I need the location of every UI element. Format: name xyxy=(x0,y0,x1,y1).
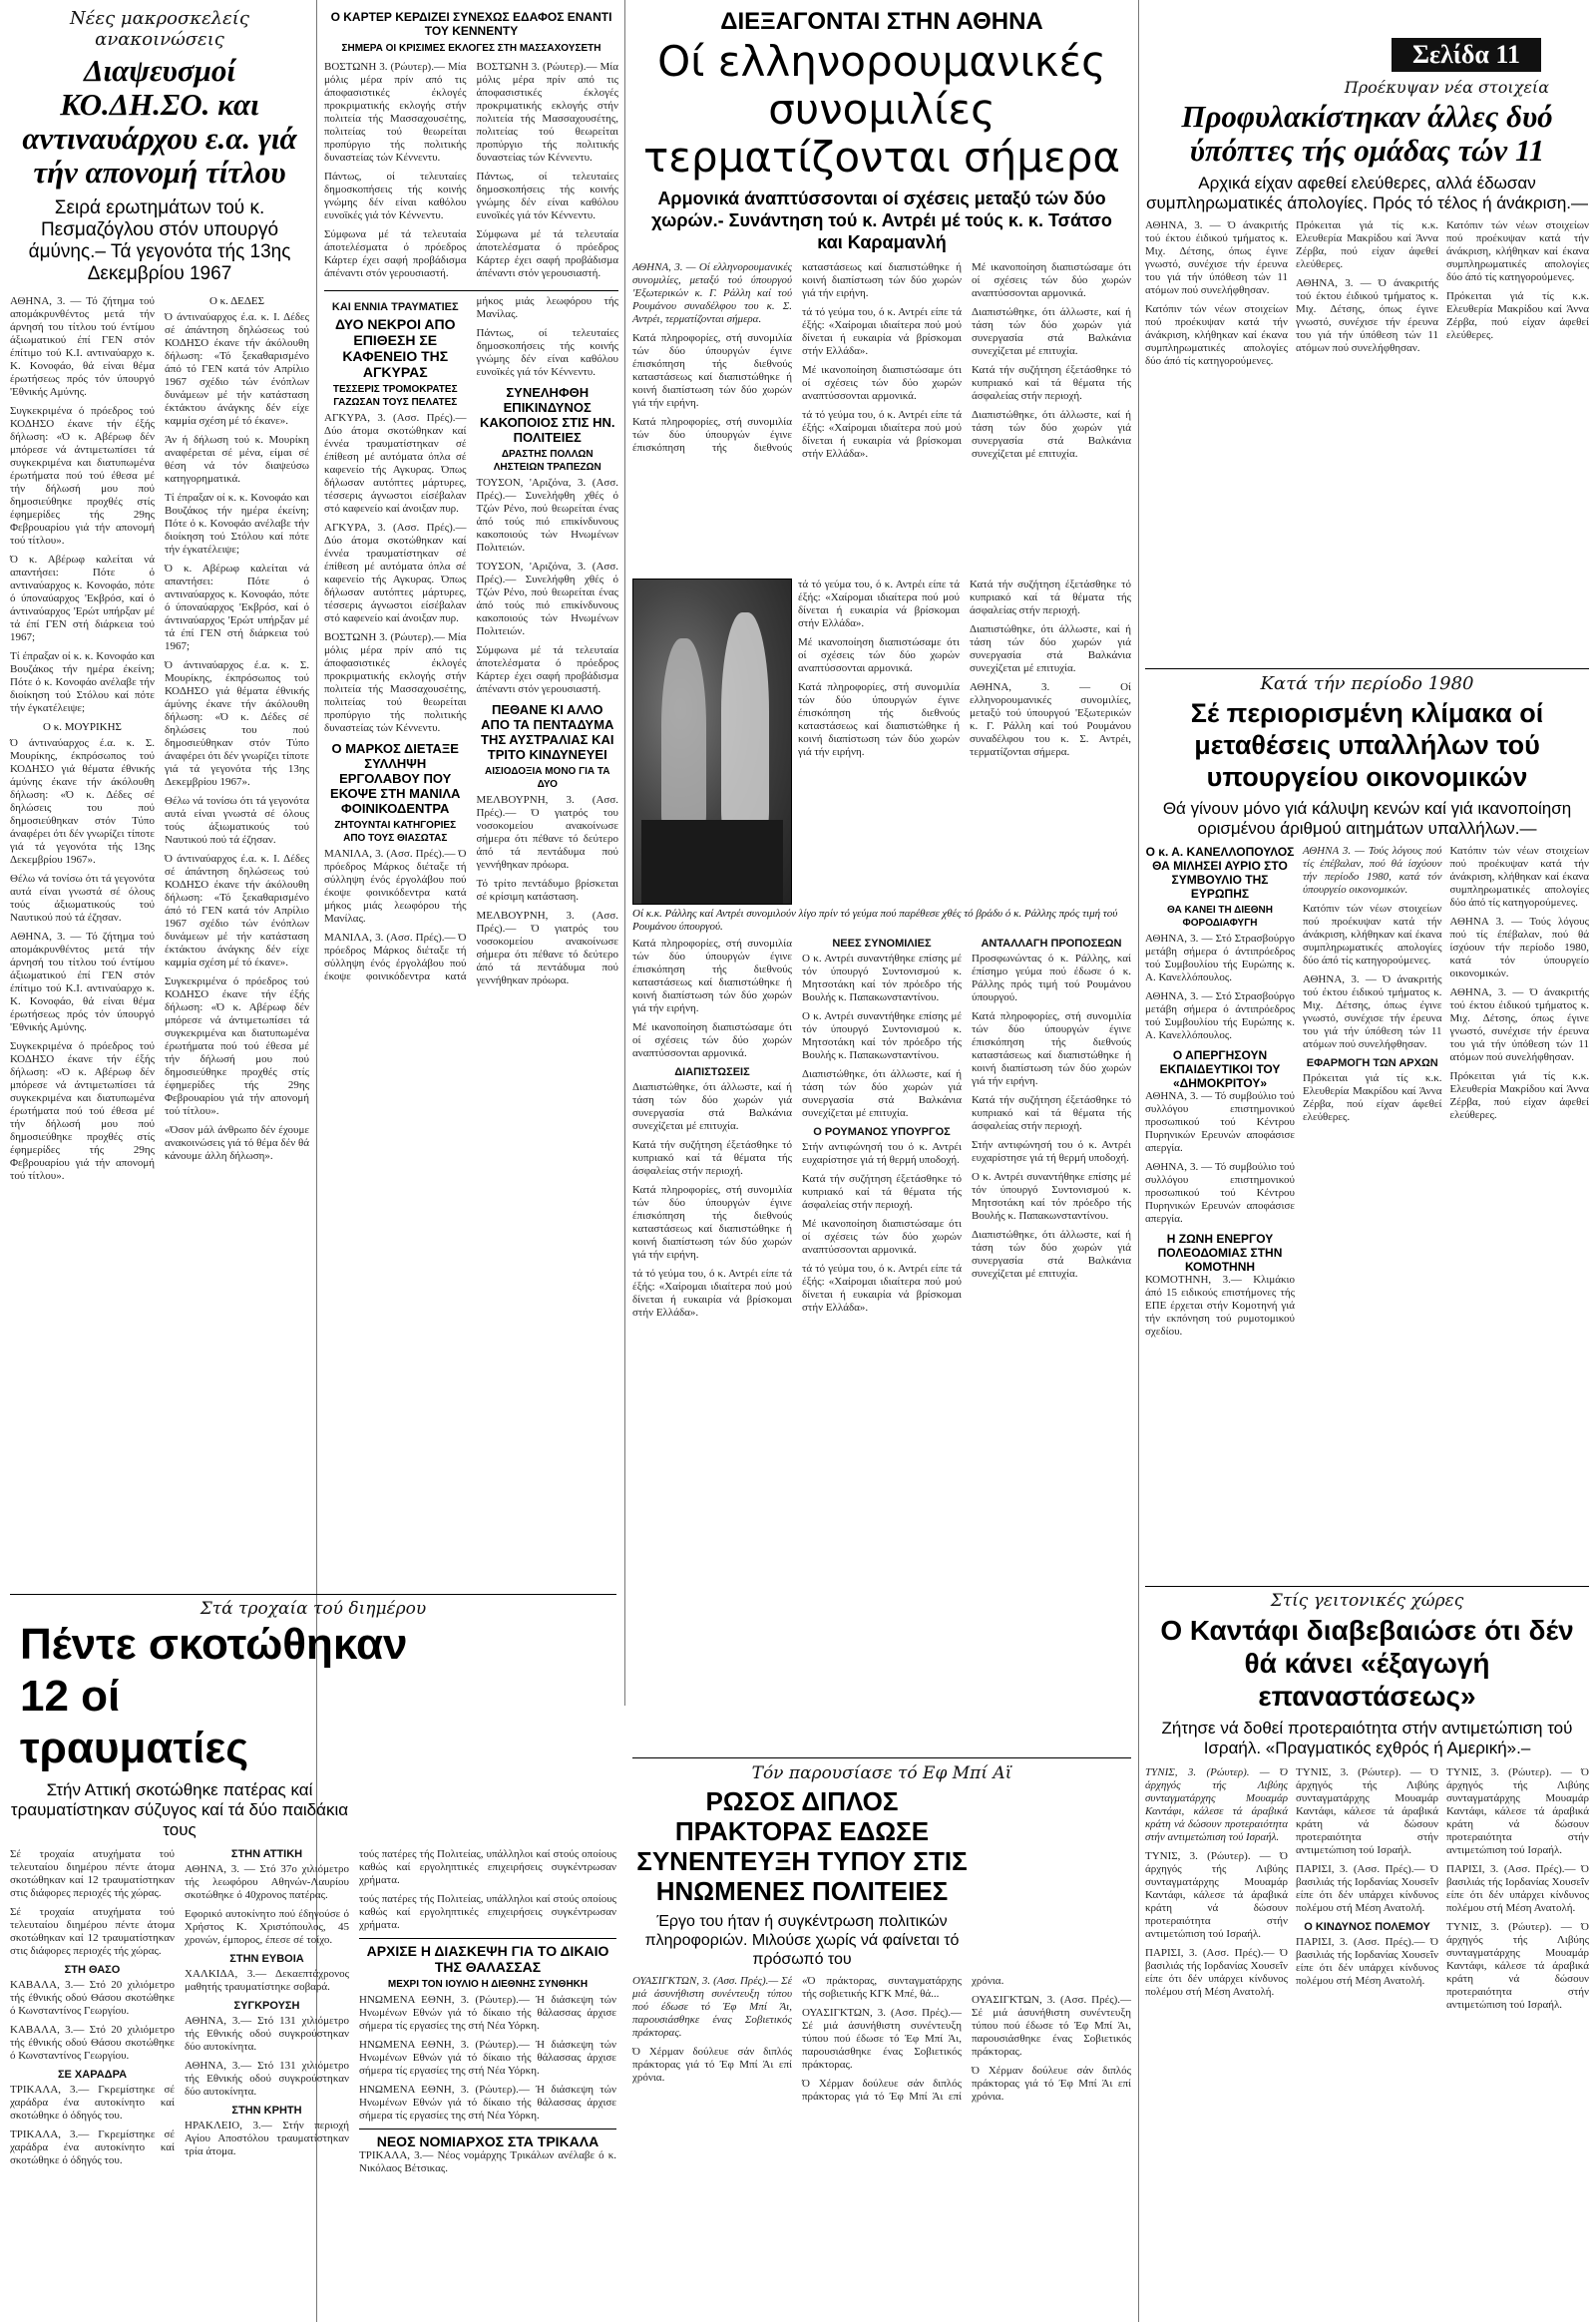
paragraph: Πάντως, οί τελευταίες δημοσκοπήσεις τής κοινής γνώμης δέν είναι καθόλου ευνοϊκές γιά τόν Κέννεντυ. xyxy=(476,171,618,221)
paragraph: Μέ ικανοποίηση διαπιστώσαμε ότι οί σχέσεις τών δύο χωρών αναπτύσσονται αρμονικά. xyxy=(798,636,960,674)
paragraph: Ό κ. Αβέρωφ καλείται νά απαντήσει: Πότε ό αντιναύαρχος κ. Κονοφάο, πότε ό ύποναύαρχος 'Εκβρόσ, καί ό άντιναύαρχος 'Ερώτ υπήρξαν μέ τά έπί ΓΕΝ στή διάρκεια τού 1967; xyxy=(10,554,155,643)
headline: Διαψευσμοί ΚΟ.ΔΗ.ΣΟ. και αντιναυάρχου ε.α. γιά τήν απονομή τίτλου xyxy=(22,53,297,190)
paragraph: ΑΘΗΝΑ, 3.— Στό 131 χιλιόμετρο τής Εθνικής οδού συγκρούστηκαν δύο αυτοκίνητα. xyxy=(185,2015,349,2053)
paragraph: ΗΡΑΚΛΕΙΟ, 3.— Στήν περιοχή Αγίου Αποστόλου τραυματίστηκαν τρία άτομα. xyxy=(185,2120,349,2157)
paragraph: Ο κ. Αντρέι συναντήθηκε επίσης μέ τόν ύπουργό Συντονισμού κ. Μητσοτάκη καί τόν πρόεδρο τής Βουλής κ. Παπακωνσταντίνου. xyxy=(802,1010,962,1061)
headline: ΡΩΣΟΣ ΔΙΠΛΟΣ ΠΡΑΚΤΟΡΑΣ ΕΔΩΣΕ ΣΥΝΕΝΤΕΥΞΗ ΤΥΠΟΥ ΣΤΙΣ ΗΝΩΜΕΝΕΣ ΠΟΛΙΤΕΙΕΣ xyxy=(636,1786,968,1906)
paragraph: Κατόπιν τών νέων στοιχείων πού προέκυψαν κατά τήν άνάκριση, κλήθηκαν καί έκανα συμπληρωματικές απολογίες δύο άπό τίς κατηγορούμενες. xyxy=(1446,219,1589,283)
paragraph: Σέ τροχαία ατυχήματα τού τελευταίου διημέρου πέντε άτομα σκοτώθηκαν καί 12 τραυματίστηκαν στις διάφορες περιοχές τής χώρας. xyxy=(10,1848,175,1899)
paragraph: Ό άντιναύαρχος έ.α. κ. Σ. Μουρίκης, έκπρόσωπος τού ΚΟΔΗΣΟ γιά θέματα έθνικής άμύνης έκανε τήν άκόλουθη δήλωση: «Ό κ. Δέδες σέ δηλώσεις του πού δημοσιεύθηκαν στόν Τύπο άναφέρει ότι δέν γνωρίζει τίποτε γιά τά γεγονότα τής 13ης Δεκεμβρίου 1967». xyxy=(10,737,155,866)
article-double-agent xyxy=(632,1763,1131,2318)
paragraph: Συγκεκριμένα ό πρόεδρος τού ΚΟΔΗΣΟ έκανε τήν έξής δήλωση: «Ό κ. Αβέρωφ δέν μπόρεσε νά άντιμετωπίσει τά συγκεκριμένα και διατυπωμένα έρωτήματα πού τού έθεσα μέ τήν δήλωσή μου πού δημοσιεύθηκε προχθές στίς έφημερίδες τής 29ης Φεβρουαρίου γιά τήν απονομή τού τίτλου». xyxy=(10,1040,155,1182)
subhead-ravine: ΣΕ ΧΑΡΑΔΡΑ xyxy=(57,2069,128,2081)
paragraph: ΑΘΗΝΑ, 3. — Ό άνακριτής τού έκτου έιδικού τμήματος κ. Μιχ. Δέτσης, όπως έγινε γνωστό, συνέχισε τήν έρευνα του γιά τήν ύπόθεση τών 11 ατόμων πού συνελήφθησαν. xyxy=(1296,277,1438,354)
paragraph: Κατόπιν τών νέων στοιχείων πού προέκυψαν κατά τήν άνάκριση, κλήθηκαν καί έκανα συμπληρωματικές απολογίες δύο άπό τίς κατηγορούμενες. xyxy=(1449,845,1589,909)
paragraph: Πάντως, οί τελευταίες δημοσκοπήσεις τής κοινής γνώμης δέν είναι καθόλου ευνοϊκές γιά τόν Κέννεντυ. xyxy=(476,327,618,378)
photo-caption: Οί κ.κ. Ράλλης καί Αντρέι συνομιλούν λίγο πρίν τό γεύμα πού παρέθεσε χθές τό βράδυ ό κ. Ράλλης πρός τιμή τού Ρουμάνου ύπουργού. xyxy=(632,908,1118,933)
paragraph: Πρόκειται γιά τίς κ.κ. Ελευθερία Μακρίδου καί Άννα Ζέρβα, πού είχαν άφεθεί ελεύθερες. xyxy=(1303,1072,1442,1123)
paragraph: ΜΕΛΒΟΥΡΝΗ, 3. (Ασσ. Πρές).— Ό γιατρός του νοσοκομείου ανακοίνωσε σήμερα ότι πέθανε τό δεύτερο άπό τά πεντάδυμα πού γεννήθηκαν πρόωρα. xyxy=(476,794,618,871)
paragraph: Στήν αντιφώνησή του ό κ. Αντρέι ευχαρίστησε γιά τή θερμή υποδοχή. xyxy=(802,1141,962,1166)
article-traffic xyxy=(10,1599,616,2317)
paragraph: ΑΓΚΥΡΑ, 3. (Ασσ. Πρές).— Δύο άτομα σκοτώθηκαν καί έννέα τραυματίστηκαν σέ έπίθεση μέ αυτόματα όπλα σέ καφενείο τής Αγκυρας. Όπως δήλωσαν αυτόπτες μάρτυρες, τέσσερις άγνωστοι είσέβαλαν στό καφενείο καί άνοιξαν πυρ. xyxy=(324,522,467,624)
paragraph: Συγκεκριμένα ό πρόεδρος τού ΚΟΔΗΣΟ έκανε τήν έξής δήλωση: «Ό κ. Αβέρωφ δέν μπόρεσε νά άντιμετωπίσει τά συγκεκριμένα και διατυπωμένα έρωτήματα πού τού έθεσα μέ τήν δήλωσή μου πού δημοσιεύθηκε προχθές στίς έφημερίδες τής 29ης Φεβρουαρίου γιά τήν απονομή τού τίτλου». xyxy=(10,405,155,547)
headline-quintuplets: ΠΕΘΑΝΕ ΚΙ ΑΛΛΟ ΑΠΟ ΤΑ ΠΕΝΤΑΔΥΜΑ ΤΗΣ ΑΥΣΤΡΑΛΙΑΣ ΚΑΙ ΤΡΙΤΟ ΚΙΝΔΥΝΕΥΕΙ xyxy=(481,702,614,762)
subhead-findings: ΔΙΑΠΙΣΤΩΣΕΙΣ xyxy=(674,1066,750,1078)
paragraph: ΑΘΗΝΑ, 3. — Ό άνακριτής τού έκτου έιδικού τμήματος κ. Μιχ. Δέτσης, όπως έγινε γνωστό, συνέχισε τήν έρευνα του γιά τήν ύπόθεση τών 11 ατόμων πού συνελήφθησαν. xyxy=(1145,219,1288,296)
headline: Οί ελληνορουμανικές συνομιλίες τερματίζονται σήμερα xyxy=(642,37,1121,182)
paragraph: ΗΝΩΜΕΝΑ ΕΘΝΗ, 3. (Ρώυτερ).— Ή διάσκεψη τών Ηνωμένων Εθνών γιά τό δίκαιο τής θάλασσας άρχισε σήμερα τίς εργασίες της στή Νέα Υόρκη. xyxy=(359,1994,616,2032)
paragraph: Κατόπιν τών νέων στοιχείων πού προέκυψαν κατά τήν άνάκριση, κλήθηκαν καί έκανα συμπληρωματικές απολογίες δύο άπό τίς κατηγορούμενες. xyxy=(1145,303,1288,367)
deck-quintuplets: ΑΙΣΙΟΔΟΞΙΑ ΜΟΝΟ ΓΙΑ ΤΑ ΔΥΟ xyxy=(485,766,610,790)
paragraph: τούς πατέρες τής Πολιτείας, υπάλληλοι καί στούς οποίους καθώς καί εργοληπτικές επιχειρήσεις συγκέντρωσαν χρήματα. xyxy=(359,1848,616,1886)
paragraph: Διαπιστώθηκε, ότι άλλωστε, καί ή τάση τών δύο χωρών γιά συνεργασία στά Βαλκάνια συνεχίζεται μέ επιτυχία. xyxy=(632,1081,792,1132)
headline: Ο Καντάφι διαβεβαιώσε ότι δέν θά κάνει «έξαγωγή επαναστάσεως» xyxy=(1160,1615,1574,1712)
column-divider xyxy=(1138,0,1139,2322)
byline: Ο κ. ΔΕΔΕΣ xyxy=(208,295,265,307)
paragraph: ΟΥΑΣΙΓΚΤΩΝ, 3. (Ασσ. Πρές).— Σέ μιά άσυνήθιστη συνέντευξη τύπου πού έδωσε τό Έφ Μπί Άι, παρουσιάσθηκε ένας Σοβιετικός πράκτορας. xyxy=(972,1994,1131,2058)
paragraph: Διαπιστώθηκε, ότι άλλωστε, καί ή τάση τών δύο χωρών γιά συνεργασία στά Βαλκάνια συνεχίζεται μέ επιτυχία. xyxy=(802,1068,962,1119)
kicker: Τόν παρουσίασε τό Εφ Μπί Αϊ xyxy=(751,1763,1012,1783)
subhead-collision: ΣΥΓΚΡΟΥΣΗ xyxy=(233,2000,300,2012)
paragraph: ΑΘΗΝΑ, 3.— Στό 131 χιλιόμετρο τής Εθνικής οδού συγκρούστηκαν δύο αυτοκίνητα. xyxy=(185,2060,349,2098)
paragraph: Μέ ικανοποίηση διαπιστώσαμε ότι οί σχέσεις τών δύο χωρών αναπτύσσονται αρμονικά. xyxy=(802,364,962,402)
paragraph: ΜΑΝΙΛΑ, 3. (Ασσ. Πρές).— Ό πρόεδρος Μάρκος διέταξε τή σύλληψη ένός έργολάβου πού έκοψε φοινικόδεντρα κατά μήκος μιάς λεωφόρου τής Μανίλας. xyxy=(324,848,467,925)
headline-ankara: ΔΥΟ ΝΕΚΡΟΙ ΑΠΟ ΕΠΙΘΕΣΗ ΣΕ ΚΑΦΕΝΕΙΟ ΤΗΣ ΑΓΚΥΡΑΣ xyxy=(334,316,456,380)
kicker: Στά τροχαία τού διημέρου xyxy=(200,1599,427,1619)
deck-marcos: ΖΗΤΟΥΝΤΑΙ ΚΑΤΗΓΟΡΙΕΣ ΑΠΟ ΤΟΥΣ ΘΙΑΣΩΤΑΣ xyxy=(334,820,457,844)
subhead-attica: ΣΤΗΝ ΑΤΤΙΚΗ xyxy=(230,1848,303,1860)
headline-komotini: Η ΖΩΝΗ ΕΝΕΡΓΟΥ ΠΟΛΕΟΔΟΜΙΑΣ ΣΤΗΝ ΚΟΜΟΤΗΝΗ xyxy=(1157,1232,1283,1274)
paragraph: ΑΘΗΝΑ 3. — Τούς λόγους πού τίς έπέβαλαν, πού θά ίσχύουν τήν περίοδο 1980, κατά τόν ύπουργείο οικονομικών. xyxy=(1449,916,1589,979)
paragraph: ΑΘΗΝΑ, 3. — Τό ζήτημα τού απομάκρυνθέντος μετά τήν άρνησή του τίτλου τού έντίμου άξιωματικού έπί ΓΕΝ στόν έπίτιμο τού Κ.Ι. αντιναύαρχο κ. Κ. Κονοφάο, θά είναι θέμα έρωτήσεως πρός τόν ύπουργό 'Εθνικής Αμύνης. xyxy=(10,931,155,1033)
headline-marcos: Ο ΜΑΡΚΟΣ ΔΙΕΤΑΞΕ ΣΥΛΛΗΨΗ ΕΡΓΟΛΑΒΟΥ ΠΟΥ ΕΚΟΨΕ ΣΤΗ ΜΑΝΙΛΑ ΦΟΙΝΙΚΟΔΕΝΤΡΑ xyxy=(330,741,461,816)
paragraph: Κατά πληροφορίες, στή συνομιλία τών δύο ύπουργών έγινε έπισκόπηση τής διεθνούς καταστάσεως καί διαπιστώθηκε ή κοινή διαπίστωση τών δύο χωρών γιά τήν ειρήνη. xyxy=(632,332,792,409)
subhead-new-talks: ΝΕΕΣ ΣΥΝΟΜΙΛΙΕΣ xyxy=(832,938,932,950)
paragraph: ΗΝΩΜΕΝΑ ΕΘΝΗ, 3. (Ρώυτερ).— Ή διάσκεψη τών Ηνωμένων Εθνών γιά τό δίκαιο τής θάλασσας άρχισε σήμερα τίς εργασίες της στή Νέα Υόρκη. xyxy=(359,2084,616,2122)
subhead-war-danger: Ο ΚΙΝΔΥΝΟΣ ΠΟΛΕΜΟΥ xyxy=(1304,1921,1430,1933)
paragraph: Διαπιστώθηκε, ότι άλλωστε, καί ή τάση τών δύο χωρών γιά συνεργασία στά Βαλκάνια συνεχίζεται μέ επιτυχία. xyxy=(972,409,1131,460)
kicker-carter: Ο ΚΑΡΤΕΡ ΚΕΡΔΙΖΕΙ ΣΥΝΕΧΩΣ ΕΔΑΦΟΣ ΕΝΑΝΤΙ ΤΟΥ ΚΕΝΝΕΝΤΥ xyxy=(330,10,612,38)
subhead: Έργο του ήταν ή συγκέντρωση πολιτικών πληροφοριών. Μιλούσε χωρίς νά φαίνεται τό πρόσωπό του xyxy=(644,1913,960,1968)
deck-sea-law: ΜΕΧΡΙ ΤΟΝ ΙΟΥΛΙΟ Η ΔΙΕΘΝΗΣ ΣΥΝΘΗΚΗ xyxy=(387,1979,589,1990)
paragraph: «Όσον μάλ άνθρωπο δέν έχουμε ανακοινώσεις γιά τό θέμα δέν θά κάνουμε άλλη δήλωση». xyxy=(165,1124,309,1162)
headline-line2: 12 οί τραυματίες xyxy=(20,1672,249,1772)
subhead-injured: ΚΑΙ ΕΝΝΙΑ ΤΡΑΥΜΑΤΙΕΣ xyxy=(331,301,459,313)
kicker: ΔΙΕΞΑΓΟΝΤΑΙ ΣΤΗΝ ΑΘΗΝΑ xyxy=(720,8,1043,35)
paragraph: ΜΕΛΒΟΥΡΝΗ, 3. (Ασσ. Πρές).— Ό γιατρός του νοσοκομείου ανακοίνωσε σήμερα ότι πέθανε τό δεύτερο άπό τά πεντάδυμα πού γεννήθηκαν πρόωρα. xyxy=(476,910,618,986)
paragraph: ΟΥΑΣΙΓΚΤΩΝ, 3. (Ασσ. Πρές).— Σέ μιά άσυνήθιστη συνέντευξη τύπου πού έδωσε τό Έφ Μπί Άι, παρουσιάσθηκε ένας Σοβιετικός πράκτορας. xyxy=(802,2007,962,2071)
paragraph: «Ό πράκτορας, συνταγματάρχης τής σοβιετικής ΚΓΚ Μπέ, θά... xyxy=(802,1975,962,2000)
paragraph: Ό Χέρμαν δούλευε σάν διπλός πράκτορας γιά τό Έφ Μπί Άι επί χρόνια. xyxy=(972,2065,1131,2103)
paragraph: τά τό γεύμα του, ό κ. Αντρέι είπε τά έξής: «Χαίρομαι ιδιαίτερα πού μού δίνεται ή ευκαιρία νά βρίσκομαι στήν Ελλάδα». xyxy=(802,306,962,357)
paragraph: ΒΟΣΤΩΝΗ 3. (Ρώυτερ).— Μία μόλις μέρα πρίν από τις άποφασιστικές έκλογές προκριματικής εκλογής στήν πολιτεία τής Μασσαχουσέτης, πολιτείας τού θεωρείται προπύργιο τής πολιτικής δυναστείας τών Κέννεντυ. xyxy=(324,61,467,164)
kicker: Κατά τήν περίοδο 1980 xyxy=(1260,673,1474,694)
paragraph: ΑΘΗΝΑ, 3. — Ό άνακριτής τού έκτου έιδικού τμήματος κ. Μιχ. Δέτσης, όπως έγινε γνωστό, συνέχισε τήν έρευνα του γιά τήν ύπόθεση τών 11 ατόμων πού συνελήφθησαν. xyxy=(1449,986,1589,1063)
paragraph: Ο κ. Αντρέι συναντήθηκε επίσης μέ τόν ύπουργό Συντονισμού κ. Μητσοτάκη καί τόν πρόεδρο τής Βουλής κ. Παπακωνσταντίνου. xyxy=(972,1171,1131,1222)
subhead: Αρμονικά άναπτύσσονται οί σχέσεις μεταξύ τών δύο χωρών.- Συνάντηση τού κ. Αντρέι μέ τούς κ. κ. Τσάτσο και Καραμανλή xyxy=(651,189,1112,252)
paragraph: ΚΟΜΟΤΗΝΗ, 3.— Κλιμάκιο άπό 15 ειδικούς επιστήμονες τής ΕΠΕ έρχεται στήν Κομοτηνή γιά τήν εκπόνηση τού ρυμοτομικού σχεδίου. xyxy=(1145,1274,1295,1338)
subhead: Ζήτησε νά δοθεί προτεραιότητα στήν αντιμετώπιση τού Ισραήλ. «Πραγματικός εχθρός ή Αμερική».– xyxy=(1161,1719,1573,1757)
subhead-crete: ΣΤΗΝ ΚΡΗΤΗ xyxy=(231,2105,302,2117)
paragraph: Τί έπραξαν οί κ. κ. Κονοφάο και Βουζάκος τήν ημέρα έκείνη; Πότε ό κ. Κονοφάο ανέλαβε τήν διοίκηση τού Στόλου καί πότε τήν έγκατέλειψε; xyxy=(10,650,155,714)
paragraph: Θέλω νά τονίσω ότι τά γεγονότα αυτά είναι γνωστά σέ όλους τούς άξιωματικούς τού Ναυτικού πού τά έζησαν. xyxy=(165,795,309,846)
paragraph: Διαπιστώθηκε, ότι άλλωστε, καί ή τάση τών δύο χωρών γιά συνεργασία στά Βαλκάνια συνεχίζεται μέ επιτυχία. xyxy=(970,623,1131,674)
paragraph: Διαπιστώθηκε, ότι άλλωστε, καί ή τάση τών δύο χωρών γιά συνεργασία στά Βαλκάνια συνεχίζεται μέ επιτυχία. xyxy=(972,1229,1131,1280)
headline: Προφυλακίστηκαν άλλες δυό ύπόπτες τής ομάδας τών 11 xyxy=(1181,99,1553,168)
paragraph: ΤΥΝΙΣ, 3. (Ρώυτερ). — Ό άρχηγός τής Λιβύης συνταγματάρχης Μουαμάρ Καντάφι, κάλεσε τά άραβικά κράτη νά δώσουν προτεραιότητα στήν αντιμετώπιση τού Ισραήλ. xyxy=(1145,1766,1288,1843)
paragraph: Τό τρίτο πεντάδυμο βρίσκεται σέ κρίσιμη κατάσταση. xyxy=(476,878,618,903)
paragraph: ΑΘΗΝΑ, 3. — Οί ελληνορουμανικές συνομιλίες, μεταξύ τού ύπουργού 'Εξωτερικών κ. Γ. Ράλλη καί τού Ρουμάνου συναδέλφου του κ. Σ. Αντρέι, τερματίζονται σήμερα. xyxy=(970,681,1131,758)
paragraph: ΤΥΝΙΣ, 3. (Ρώυτερ). — Ό άρχηγός τής Λιβύης συνταγματάρχης Μουαμάρ Καντάφι, κάλεσε τά άραβικά κράτη νά δώσουν προτεραιότητα στήν αντιμετώπιση τού Ισραήλ. xyxy=(1296,1766,1438,1856)
paragraph: ΑΘΗΝΑ, 3. — Τό συμβούλιο τού συλλόγου επιστημονικού προσωπικού τού Κέντρου Πυρηνικών Ερευνών αποφάσισε απεργία. xyxy=(1145,1090,1295,1154)
headline-kanellopoulos: Ο κ. Α. ΚΑΝΕΛΛΟΠΟΥΛΟΣ ΘΑ ΜΙΛΗΣΕΙ ΑΥΡΙΟ ΣΤΟ ΣΥΜΒΟΥΛΙΟ ΤΗΣ ΕΥΡΩΠΗΣ xyxy=(1145,845,1295,901)
paragraph: Κατά τήν συζήτηση έξετάσθηκε τό κυπριακό καί τά θέματα τής άσφαλείας στήν περιοχή. xyxy=(802,1173,962,1211)
deck-ankara: ΤΕΣΣΕΡΙΣ ΤΡΟΜΟΚΡΑΤΕΣ ΓΑΖΩΣΑΝ ΤΟΥΣ ΠΕΛΑΤΕΣ xyxy=(332,384,458,408)
subhead: Αρχικά είχαν αφεθεί ελεύθερες, αλλά έδωσαν συμπληρωματικές άπολογίες. Πρός τό τέλος ή άνάκριση.— xyxy=(1145,174,1589,212)
paragraph: ΒΟΣΤΩΝΗ 3. (Ρώυτερ).— Μία μόλις μέρα πρίν από τις άποφασιστικές έκλογές προκριματικής εκλογής στήν πολιτεία τής Μασσαχουσέτης, πολιτείας τού θεωρείται προπύργιο τής πολιτικής δυναστείας τών Κέννεντυ. xyxy=(476,61,618,164)
kicker: Νέες μακροσκελείς ανακοινώσεις xyxy=(70,8,249,50)
paragraph: Διαπιστώθηκε, ότι άλλωστε, καί ή τάση τών δύο χωρών γιά συνεργασία στά Βαλκάνια συνεχίζεται μέ επιτυχία. xyxy=(972,306,1131,357)
paragraph: ΑΘΗΝΑ, 3. — Οί ελληνορουμανικές συνομιλίες, μεταξύ τού ύπουργού 'Εξωτερικών κ. Γ. Ράλλη καί τού Ρουμάνου συναδέλφου του κ. Σ. Αντρέι, τερματίζονται σήμερα. xyxy=(632,261,792,325)
paragraph: Κατά τήν συζήτηση έξετάσθηκε τό κυπριακό καί τά θέματα τής άσφαλείας στήν περιοχή. xyxy=(972,364,1131,402)
paragraph: Κατά τήν συζήτηση έξετάσθηκε τό κυπριακό καί τά θέματα τής άσφαλείας στήν περιοχή. xyxy=(632,1139,792,1177)
paragraph: τούς πατέρες τής Πολιτείας, υπάλληλοι καί στούς οποίους καθώς καί εργοληπτικές επιχειρήσεις συγκέντρωσαν χρήματα. xyxy=(359,1893,616,1931)
deck-carter: ΣΗΜΕΡΑ ΟΙ ΚΡΙΣΙΜΕΣ ΕΚΛΟΓΕΣ ΣΤΗ ΜΑΣΣΑΧΟΥΣΕΤΗ xyxy=(341,43,601,54)
headline-strike: Ο ΑΠΕΡΓΗΣΟΥΝ ΕΚΠΑΙΔΕΥΤΙΚΟΙ ΤΟΥ «ΔΗΜΟΚΡΙΤΟΥ» xyxy=(1159,1048,1281,1090)
paragraph: ΑΘΗΝΑ, 3. — Στό 37ο χιλιόμετρο τής λεωφόρου Αθηνών-Λαυρίου σκοτώθηκε ό 40χρονος πατέρας. xyxy=(185,1863,349,1901)
paragraph: ΚΑΒΑΛΑ, 3.— Στό 20 χιλιόμετρο τής έθνικής οδού Θάσου σκοτώθηκε ό Κωνσταντίνος Γεωργίου. xyxy=(10,1979,175,2017)
paragraph: ΑΓΚΥΡΑ, 3. (Ασσ. Πρές).— Δύο άτομα σκοτώθηκαν καί έννέα τραυματίστηκαν σέ έπίθεση μέ αυτόματα όπλα σέ καφενείο τής Αγκυρας. Όπως δήλωσαν αυτόπτες μάρτυρες, τέσσερις άγνωστοι είσέβαλαν στό καφενείο καί άνοιξαν πυρ. xyxy=(324,412,467,515)
paragraph: Προσφωνώντας ό κ. Ράλλης, καί έπίσημο γεύμα πού έδωσε ό κ. Ράλλης πρός τιμή τού Ρουμάνου ύπουργού. xyxy=(972,953,1131,1003)
paragraph: ΤΥΝΙΣ, 3. (Ρώυτερ). — Ό άρχηγός τής Λιβύης συνταγματάρχης Μουαμάρ Καντάφι, κάλεσε τά άραβικά κράτη νά δώσουν προτεραιότητα στήν αντιμετώπιση τού Ισραήλ. xyxy=(1145,1850,1288,1940)
paragraph: Σύμφωνα μέ τά τελευταία άποτελέσματα ό πρόεδρος Κάρτερ έχει σαφή προβάδισμα άπέναντι στόν γερουσιαστή. xyxy=(324,228,467,279)
paragraph: Ό άντιναύαρχος έ.α. κ. Σ. Μουρίκης, έκπρόσωπος τού ΚΟΔΗΣΟ γιά θέματα έθνικής άμύνης έκανε τήν άκόλουθη δήλωση: «Ό κ. Δέδες σέ δηλώσεις του πού δημοσιεύθηκαν στόν Τύπο άναφέρει ότι δέν γνωρίζει τίποτε γιά τά γεγονότα τής 13ης Δεκεμβρίου 1967». xyxy=(165,659,309,788)
paragraph: Κατά πληροφορίες, στή συνομιλία τών δύο ύπουργών έγινε έπισκόπηση τής διεθνούς καταστάσεως καί διαπιστώθηκε ή κοινή διαπίστωση τών δύο χωρών γιά τήν ειρήνη. xyxy=(632,1184,792,1261)
paragraph: Πρόκειται γιά τίς κ.κ. Ελευθερία Μακρίδου καί Άννα Ζέρβα, πού είχαν άφεθεί ελεύθερες. xyxy=(1449,1070,1589,1121)
paragraph: Εφορικό αυτοκίνητο πού έδηγούσε ό Χρήστος Κ. Χριστόπουλος, 45 χρονών, έμπορος, έπεσε σέ τοίχο. xyxy=(185,1908,349,1946)
subhead: Στήν Αττική σκοτώθηκε πατέρας καί τραυματίστηκαν σύζυγος καί τά δύο παιδάκια τους xyxy=(10,1780,349,1839)
subhead-principles: ΕΦΑΡΜΟΓΗ ΤΩΝ ΑΡΧΩΝ xyxy=(1306,1057,1438,1069)
headline-arrest: ΣΥΝΕΛΗΦΘΗ ΕΠΙΚΙΝΔΥΝΟΣ ΚΑΚΟΠΟΙΟΣ ΣΤΙΣ ΗΝ. ΠΟΛΙΤΕΙΕΣ xyxy=(480,385,615,445)
paragraph: ΗΝΩΜΕΝΑ ΕΘΝΗ, 3. (Ρώυτερ).— Ή διάσκεψη τών Ηνωμένων Εθνών γιά τό δίκαιο τής θάλασσας άρχισε σήμερα τίς εργασίες της στή Νέα Υόρκη. xyxy=(359,2039,616,2077)
paragraph: τά τό γεύμα του, ό κ. Αντρέι είπε τά έξής: «Χαίρομαι ιδιαίτερα πού μού δίνεται ή ευκαιρία νά βρίσκομαι στήν Ελλάδα». xyxy=(632,1268,792,1319)
byline: Ο κ. ΜΟΥΡΙΚΗΣ xyxy=(43,721,122,733)
subhead-toasts: ΑΝΤΑΛΛΑΓΗ ΠΡΟΠΟΣΕΩΝ xyxy=(981,938,1122,950)
kicker: Στίς γειτονικές χώρες xyxy=(1270,1591,1464,1611)
paragraph: ΑΘΗΝΑ, 3. — Στό Στρασβούργο μετάβη σήμερα ό άντιπρόεδρος τού Συμβουλίου τής Ευρώπης κ. Α. Κανελλόπουλος. xyxy=(1145,990,1295,1041)
paragraph: ΤΡΙΚΑΛΑ, 3.— Νέος νομάρχης Τρικάλων ανέλαβε ό κ. Νικόλαος Βέτσικας. xyxy=(359,2149,616,2174)
paragraph: ΠΑΡΙΣΙ, 3. (Ασσ. Πρές).— Ό βασιλιάς τής Ιορδανίας Χουσεΐν είπε ότι δέν υπάρχει κίνδυνος πολέμου στή Μέση Ανατολή. xyxy=(1145,1947,1288,1998)
paragraph: τά τό γεύμα του, ό κ. Αντρέι είπε τά έξής: «Χαίρομαι ιδιαίτερα πού μού δίνεται ή ευκαιρία νά βρίσκομαι στήν Ελλάδα». xyxy=(802,409,962,460)
article-gaddafi xyxy=(1145,1591,1589,2319)
paragraph: ΤΥΝΙΣ, 3. (Ρώυτερ). — Ό άρχηγός τής Λιβύης συνταγματάρχης Μουαμάρ Καντάφι, κάλεσε τά άραβικά κράτη νά δώσουν προτεραιότητα στήν αντιμετώπιση τού Ισραήλ. xyxy=(1446,1766,1589,1856)
paragraph: Ό άντιναύαρχος έ.α. κ. Ι. Δέδες σέ άπάντηση δηλώσεως τού ΚΟΔΗΣΟ έκανε τήν άκόλουθη δήλωση: «Τό ξεκαθαρισμένο άπό τό ΓΕΝ κατά τόν Απρίλιο 1967 σχέδιο τών ένόπλων δυνάμεων μέ τήν κατάσταση έκτάκτου άνάγκης δέν είχε καμμία σχέση μέ τό έκανε». xyxy=(165,311,309,427)
paragraph: Πρόκειται γιά τίς κ.κ. Ελευθερία Μακρίδου καί Άννα Ζέρβα, πού είχαν άφεθεί ελεύθερες. xyxy=(1446,290,1589,341)
article-ministry-transfers xyxy=(1145,673,1589,1338)
paragraph: Κατά τήν συζήτηση έξετάσθηκε τό κυπριακό καί τά θέματα τής άσφαλείας στήν περιοχή. xyxy=(970,579,1131,616)
paragraph: ΤΟΥΣΟΝ, 'Αριζόνα, 3. (Ασσ. Πρές).— Συνελήφθη χθές ό Τζών Ρένο, πού θεωρείται ένας άπό τούς πιό επικίνδυνους κακοποιούς τών Ηνωμένων Πολιτειών. xyxy=(476,477,618,554)
article-suspects xyxy=(1145,78,1589,367)
paragraph: Σέ τροχαία ατυχήματα τού τελευταίου διημέρου πέντε άτομα σκοτώθηκαν καί 12 τραυματίστηκαν στις διάφορες περιοχές τής χώρας. xyxy=(10,1906,175,1957)
paragraph: Άν ή δήλωση τού κ. Μουρίκη αναφέρεται σέ μένα, είμαι σέ θέση νά τόν διαψεύσω κατηγορηματικά. xyxy=(165,434,309,485)
paragraph: ΑΘΗΝΑ, 3. — Στό Στρασβούργο μετάβη σήμερα ό άντιπρόεδρος τού Συμβουλίου τής Ευρώπης κ. Α. Κανελλόπουλος. xyxy=(1145,933,1295,983)
paragraph: Συγκεκριμένα ό πρόεδρος τού ΚΟΔΗΣΟ έκανε τήν έξής δήλωση: «Ό κ. Αβέρωφ δέν μπόρεσε νά άντιμετωπίσει τά συγκεκριμένα και διατυπωμένα έρωτήματα πού τού έθεσα μέ τήν δήλωσή μου πού δημοσιεύθηκε προχθές στίς έφημερίδες τής 29ης Φεβρουαρίου γιά τήν απονομή τού τίτλου». xyxy=(165,975,309,1117)
paragraph: Ό Χέρμαν δούλευε σάν διπλός πράκτορας γιά τό Έφ Μπί Άι επί χρόνια. xyxy=(632,2046,792,2084)
paragraph: Τί έπραξαν οί κ. κ. Κονοφάο και Βουζάκος τήν ημέρα έκείνη; Πότε ό κ. Κονοφάο ανέλαβε τήν διοίκηση τού Στόλου καί πότε τήν έγκατέλειψε; xyxy=(165,492,309,556)
paragraph: Ό κ. Αβέρωφ καλείται νά απαντήσει: Πότε ό αντιναύαρχος κ. Κονοφάο, πότε ό ύποναύαρχος 'Εκβρόσ, καί ό άντιναύαρχος 'Ερώτ υπήρξαν μέ τά έπί ΓΕΝ στή διάρκεια τού 1967; xyxy=(165,563,309,652)
paragraph: ΠΑΡΙΣΙ, 3. (Ασσ. Πρές).— Ό βασιλιάς τής Ιορδανίας Χουσεΐν είπε ότι δέν υπάρχει κίνδυνος πολέμου στή Μέση Ανατολή. xyxy=(1296,1936,1438,1987)
deck-arrest: ΔΡΑΣΤΗΣ ΠΟΛΛΩΝ ΛΗΣΤΕΙΩΝ ΤΡΑΠΕΖΩΝ xyxy=(493,449,601,473)
paragraph: Κατά πληροφορίες, στή συνομιλία τών δύο ύπουργών έγινε έπισκόπηση τής διεθνούς καταστάσεως καί διαπιστώθηκε ή κοινή διαπίστωση τών δύο χωρών γιά τήν ειρήνη. xyxy=(972,1010,1131,1087)
subhead: Σειρά ερωτημάτων τού κ. Πεσμαζόγλου στόν υπουργό άμύνης.– Τά γεγονότα τής 13ης Δεκεμβρίου 1967 xyxy=(28,197,291,284)
paragraph: ΤΡΙΚΑΛΑ, 3.— Γκρεμίστηκε σέ χαράδρα ένα αυτοκίνητο καί σκοτώθηκε ό όδηγός του. xyxy=(10,2084,175,2122)
paragraph: Θέλω νά τονίσω ότι τά γεγονότα αυτά είναι γνωστά σέ όλους τούς άξιωματικούς τού Ναυτικού πού τά έζησαν. xyxy=(10,873,155,924)
subhead: Θά γίνουν μόνο γιά κάλυψη κενών καί γιά ικανοποίηση ορισμένου άριθμού αιτημάτων υπαλλήλων.— xyxy=(1162,799,1572,838)
headline-sea-law: ΑΡΧΙΣΕ Η ΔΙΑΣΚΕΨΗ ΓΙΑ ΤΟ ΔΙΚΑΙΟ ΤΗΣ ΘΑΛΑΣΣΑΣ xyxy=(366,1943,609,1975)
paragraph: ΚΑΒΑΛΑ, 3.— Στό 20 χιλιόμετρο τής έθνικής οδού Θάσου σκοτώθηκε ό Κωνσταντίνος Γεωργίου. xyxy=(10,2024,175,2062)
paragraph: Κατά πληροφορίες, στή συνομιλία τών δύο ύπουργών έγινε έπισκόπηση τής διεθνούς καταστάσεως καί διαπιστώθηκε ή κοινή διαπίστωση τών δύο χωρών γιά τήν ειρήνη. xyxy=(632,261,962,454)
paragraph: ΠΑΡΙΣΙ, 3. (Ασσ. Πρές).— Ό βασιλιάς τής Ιορδανίας Χουσεΐν είπε ότι δέν υπάρχει κίνδυνος πολέμου στή Μέση Ανατολή. xyxy=(1446,1863,1589,1914)
paragraph: τά τό γεύμα του, ό κ. Αντρέι είπε τά έξής: «Χαίρομαι ιδιαίτερα πού μού δίνεται ή ευκαιρία νά βρίσκομαι στήν Ελλάδα». xyxy=(802,1263,962,1314)
article-talks-lower xyxy=(632,938,1131,1676)
paragraph: ΤΡΙΚΑΛΑ, 3.— Γκρεμίστηκε σέ χαράδρα ένα αυτοκίνητο καί σκοτώθηκε ό όδηγός του. xyxy=(10,2128,175,2166)
headline: Σέ περιορισμένη κλίμακα οί μεταθέσεις υπαλλήλων τού υπουργείου οικονομικών xyxy=(1190,698,1544,792)
paragraph: τά τό γεύμα του, ό κ. Αντρέι είπε τά έξής: «Χαίρομαι ιδιαίτερα πού μού δίνεται ή ευκαιρία νά βρίσκομαι στήν Ελλάδα». xyxy=(798,579,960,629)
paragraph: ΑΘΗΝΑ 3. — Τούς λόγους πού τίς έπέβαλαν, πού θά ίσχύουν τήν περίοδο 1980, κατά τόν ύπουργείο οικονομικών. xyxy=(1303,845,1442,896)
paragraph: Μέ ικανοποίηση διαπιστώσαμε ότι οί σχέσεις τών δύο χωρών αναπτύσσονται αρμονικά. xyxy=(802,1218,962,1256)
paragraph: ΑΘΗΝΑ, 3. — Τό ζήτημα τού απομάκρυνθέντος μετά τήν άρνησή του τίτλου τού έντίμου άξιωματικού έπί ΓΕΝ στόν έπίτιμο τού Κ.Ι. αντιναύαρχο κ. Κ. Κονοφάο, θά είναι θέμα έρωτήσεως πρός τόν ύπουργό 'Εθνικής Αμύνης. xyxy=(10,295,155,398)
paragraph: ΟΥΑΣΙΓΚΤΩΝ, 3. (Ασσ. Πρές).— Σέ μιά άσυνήθιστη συνέντευξη τύπου πού έδωσε τό Έφ Μπί Άι, παρουσιάσθηκε ένας Σοβιετικός πράκτορας. xyxy=(632,1975,792,2039)
paragraph: ΑΘΗΝΑ, 3. — Τό συμβούλιο τού συλλόγου επιστημονικού προσωπικού τού Κέντρου Πυρηνικών Ερευνών αποφάσισε απεργία. xyxy=(1145,1161,1295,1225)
paragraph: ΠΑΡΙΣΙ, 3. (Ασσ. Πρές).— Ό βασιλιάς τής Ιορδανίας Χουσεΐν είπε ότι δέν υπάρχει κίνδυνος πολέμου στή Μέση Ανατολή. xyxy=(1296,1863,1438,1914)
article-talks-cont xyxy=(798,579,1131,903)
paragraph: Κατά τήν συζήτηση έξετάσθηκε τό κυπριακό καί τά θέματα τής άσφαλείας στήν περιοχή. xyxy=(972,1094,1131,1132)
paragraph: Πρόκειται γιά τίς κ.κ. Ελευθερία Μακρίδου καί Άννα Ζέρβα, πού είχαν άφεθεί ελεύθερες. xyxy=(1296,219,1438,270)
paragraph: ΧΑΛΚΙΔΑ, 3.— Δεκαεπτάχρονος μαθητής τραυματίστηκε σοβαρά. xyxy=(185,1968,349,1993)
column-divider xyxy=(624,0,625,1706)
paragraph: Πάντως, οί τελευταίες δημοσκοπήσεις τής κοινής γνώμης δέν είναι καθόλου ευνοϊκές γιά τόν Κέννεντυ. xyxy=(324,171,467,221)
paragraph: Κατά πληροφορίες, στή συνομιλία τών δύο ύπουργών έγινε έπισκόπηση τής διεθνούς καταστάσεως καί διαπιστώθηκε ή κοινή διαπίστωση τών δύο χωρών γιά τήν ειρήνη. xyxy=(798,681,960,758)
news-photo xyxy=(632,579,792,905)
paragraph: Ο κ. Αντρέι συναντήθηκε επίσης μέ τόν ύπουργό Συντονισμού κ. Μητσοτάκη καί τόν πρόεδρο τής Βουλής κ. Παπακωνσταντίνου. xyxy=(802,953,962,1003)
column-news-briefs xyxy=(324,10,618,1706)
subhead-evia: ΣΤΗΝ ΕΥΒΟΙΑ xyxy=(229,1953,304,1965)
deck-kanellopoulos: ΘΑ ΚΑΝΕΙ ΤΗ ΔΙΕΘΝΗ ΦΟΡΟΔΙΑΦΥΓΗ xyxy=(1167,905,1273,929)
paragraph: Μέ ικανοποίηση διαπιστώσαμε ότι οί σχέσεις τών δύο χωρών αναπτύσσονται αρμονικά. xyxy=(972,261,1131,299)
paragraph: Ό άντιναύαρχος έ.α. κ. Ι. Δέδες σέ άπάντηση δηλώσεως τού ΚΟΔΗΣΟ έκανε τήν άκόλουθη δήλωση: «Τό ξεκαθαρισμένο άπό τό ΓΕΝ κατά τόν Απρίλιο 1967 σχέδιο τών ένόπλων δυνάμεων μέ τήν κατάσταση έκτάκτου άνάγκης δέν είχε καμμία σχέση μέ τό έκανε». xyxy=(165,853,309,968)
headline-prefect: ΝΕΟΣ ΝΟΜΙΑΡΧΟΣ ΣΤΑ ΤΡΙΚΑΛΑ xyxy=(376,2133,599,2149)
paragraph: Μέ ικανοποίηση διαπιστώσαμε ότι οί σχέσεις τών δύο χωρών αναπτύσσονται αρμονικά. xyxy=(632,1021,792,1059)
paragraph: ΤΟΥΣΟΝ, 'Αριζόνα, 3. (Ασσ. Πρές).— Συνελήφθη χθές ό Τζών Ρένο, πού θεωρείται ένας άπό τούς πιό επικίνδυνους κακοποιούς τών Ηνωμένων Πολιτειών. xyxy=(476,561,618,637)
paragraph: ΑΘΗΝΑ, 3. — Ό άνακριτής τού έκτου έιδικού τμήματος κ. Μιχ. Δέτσης, όπως έγινε γνωστό, συνέχισε τήν έρευνα του γιά τήν ύπόθεση τών 11 ατόμων πού συνελήφθησαν. xyxy=(1303,973,1442,1050)
paragraph: Σύμφωνα μέ τά τελευταία άποτελέσματα ό πρόεδρος Κάρτερ έχει σαφή προβάδισμα άπέναντι στόν γερουσιαστή. xyxy=(476,644,618,695)
article-kodiso xyxy=(10,8,309,1589)
subhead-minister: Ο ΡΟΥΜΑΝΟΣ ΥΠΟΥΡΓΟΣ xyxy=(813,1126,951,1138)
paragraph: Κατά πληροφορίες, στή συνομιλία τών δύο ύπουργών έγινε έπισκόπηση τής διεθνούς καταστάσεως καί διαπιστώθηκε ή κοινή διαπίστωση τών δύο χωρών γιά τήν ειρήνη. xyxy=(632,938,792,1014)
subhead-thasos: ΣΤΗ ΘΑΣΟ xyxy=(64,1964,121,1976)
paragraph: ΤΥΝΙΣ, 3. (Ρώυτερ). — Ό άρχηγός τής Λιβύης συνταγματάρχης Μουαμάρ Καντάφι, κάλεσε τά άραβικά κράτη νά δώσουν προτεραιότητα στήν αντιμετώπιση τού Ισραήλ. xyxy=(1446,1921,1589,2011)
paragraph: ΜΑΝΙΛΑ, 3. (Ασσ. Πρές).— Ό πρόεδρος Μάρκος διέταξε τή σύλληψη ένός έργολάβου πού έκοψε φοινικόδεντρα κατά μήκος μιάς λεωφόρου τής Μανίλας. xyxy=(324,295,618,982)
paragraph: ΒΟΣΤΩΝΗ 3. (Ρώυτερ).— Μία μόλις μέρα πρίν από τις άποφασιστικές έκλογές προκριματικής εκλογής στήν πολιτεία τής Μασσαχουσέτης, πολιτείας τού θεωρείται προπύργιο τής πολιτικής δυναστείας τών Κέννεντυ. xyxy=(324,631,467,734)
paragraph: Στήν αντιφώνησή του ό κ. Αντρέι ευχαρίστησε γιά τή θερμή υποδοχή. xyxy=(972,1139,1131,1164)
paragraph: Κατόπιν τών νέων στοιχείων πού προέκυψαν κατά τήν άνάκριση, κλήθηκαν καί έκανα συμπληρωματικές απολογίες δύο άπό τίς κατηγορούμενες. xyxy=(1303,903,1442,967)
paragraph: Ό Χέρμαν δούλευε σάν διπλός πράκτορας γιά τό Έφ Μπί Άι επί χρόνια. xyxy=(802,1975,1004,2103)
page-number-badge: Σελίδα 11 xyxy=(1392,38,1541,72)
kicker: Προέκυψαν νέα στοιχεία xyxy=(1344,78,1549,97)
paragraph: Σύμφωνα μέ τά τελευταία άποτελέσματα ό πρόεδρος Κάρτερ έχει σαφή προβάδισμα άπέναντι στόν γερουσιαστή. xyxy=(476,228,618,279)
headline-line1: Πέντε σκοτώθηκαν xyxy=(20,1620,408,1669)
